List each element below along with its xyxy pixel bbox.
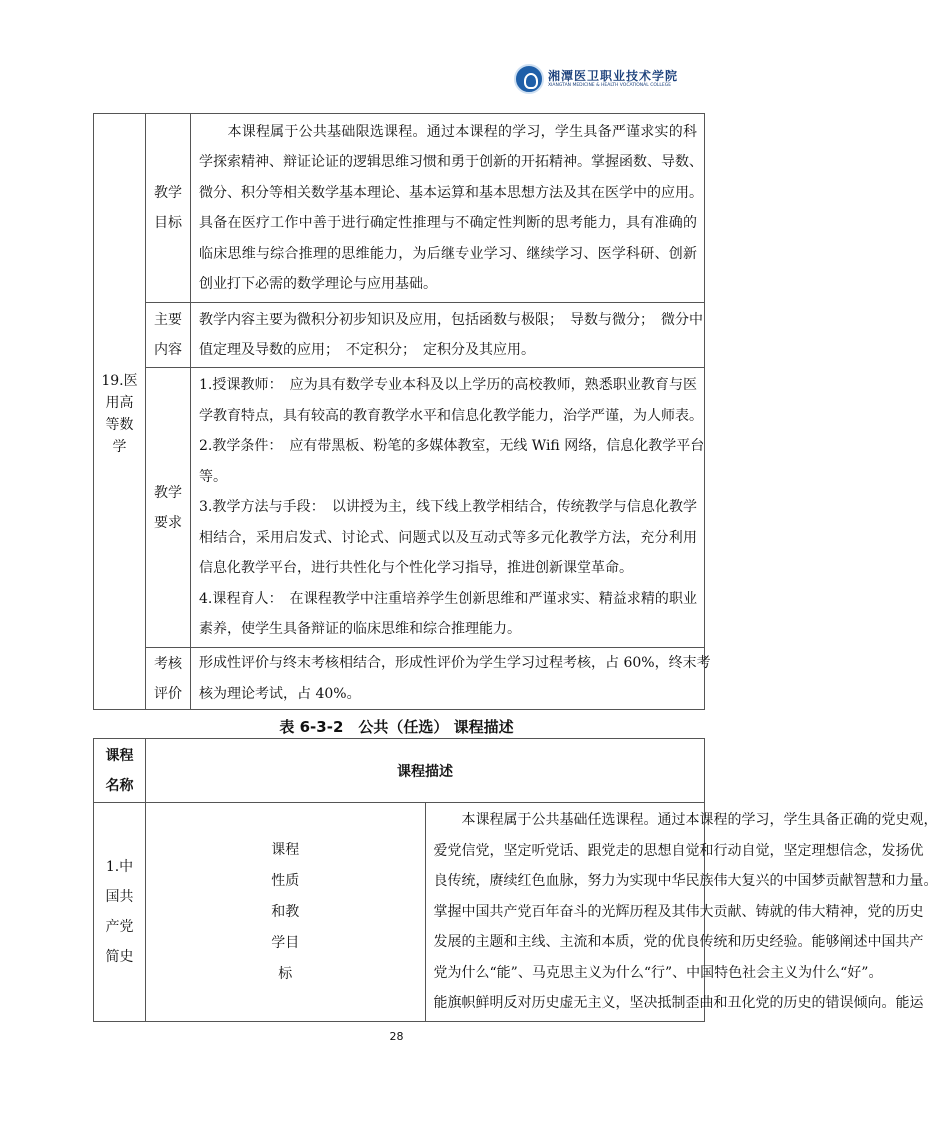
course-name-line: 学: [112, 439, 127, 455]
label-line: 评价: [154, 685, 182, 702]
label-line: 学目: [271, 934, 300, 951]
text-line: 学教育特点，具有较高的教育教学水平和信息化教学能力，治学严谨，为人师表。: [199, 407, 703, 424]
college-seal-icon: [514, 64, 544, 94]
course-name-cell: [94, 803, 146, 1022]
table-row: [94, 114, 705, 303]
label-line: 目标: [154, 215, 182, 231]
text-line: 爱党信党，坚定听党话、跟党走的思想自觉和行动自觉，坚定理想信念，发扬优: [433, 842, 924, 859]
course-name-line: 1.中: [105, 859, 134, 875]
table-row: [94, 368, 705, 648]
text-line: 掌握中国共产党百年奋斗的光辉历程及其伟大贡献、铸就的伟大精神，党的历史: [433, 903, 924, 920]
label-line: 标: [278, 965, 293, 982]
text-line: 微分、积分等相关数学基本理论、基本运算和基本思想方法及其在医学中的应用。: [199, 184, 703, 201]
course-name-line: 国共: [105, 889, 134, 905]
main-content-text: [191, 303, 705, 368]
teaching-requirements-content: [191, 368, 705, 648]
nature-goals-content: [425, 803, 938, 1022]
course-table-19: [93, 113, 711, 710]
table-row: [94, 648, 705, 710]
text-line: 本课程属于公共基础任选课程。通过本课程的学习，学生具备正确的党史观，: [433, 812, 938, 829]
text-line: 值定理及导数的应用； 不定积分； 定积分及其应用。: [199, 342, 535, 358]
text-line: 相结合，采用启发式、讨论式、问题式以及互动式等多元化教学方法，充分利用: [199, 529, 697, 546]
row-label-nature-goals: [146, 803, 426, 1022]
label-line: 课程: [271, 841, 300, 858]
text-line: 良传统，赓续红色血脉，努力为实现中华民族伟大复兴的中国梦贡献智慧和力量。: [433, 873, 938, 890]
text-line: 2.教学条件： 应有带黑板、粉笔的多媒体教室，无线 Wifi 网络，信息化教学平台: [199, 438, 705, 455]
text-line: 信息化教学平台，进行共性化与个性化学习指导，推进创新课堂革命。: [199, 560, 633, 577]
text-line: 1.授课教师： 应为具有数学专业本科及以上学历的高校教师，熟悉职业教育与医: [199, 377, 697, 394]
text-line: 党为什么“能”、马克思主义为什么“行”、中国特色社会主义为什么“好”。: [433, 964, 883, 981]
text-line: 4.课程育人： 在课程教学中注重培养学生创新思维和严谨求实、精益求精的职业: [199, 590, 697, 607]
label-line: 教学: [154, 185, 182, 201]
label-line: 教学: [154, 484, 182, 501]
course-name-cell: [94, 114, 146, 710]
text-line: 临床思维与综合推理的思维能力，为后继专业学习、继续学习、医学科研、创新: [199, 245, 697, 262]
label-line: 主要: [154, 312, 182, 328]
assessment-content: [191, 648, 711, 710]
label-line: 和教: [271, 903, 300, 920]
course-name-line: 产党: [105, 919, 134, 935]
text-line: 等。: [199, 468, 227, 485]
elective-course-table: [93, 738, 938, 1022]
course-name-line: 19.医: [101, 373, 138, 389]
text-line: 本课程属于公共基础限选课程。通过本课程的学习，学生具备严谨求实的科: [199, 123, 697, 140]
course-name-line: 等数: [105, 417, 134, 433]
text-line: 核为理论考试，占 40%。: [199, 685, 361, 702]
text-line: 3.教学方法与手段： 以讲授为主，线下线上教学相结合，传统教学与信息化教学: [199, 499, 697, 516]
row-label-main-content: [146, 303, 191, 368]
header-course-name: [94, 739, 146, 803]
text-line: 形成性评价与终末考核相结合，形成性评价为学生学习过程考核，占 60%，终末考: [199, 655, 711, 671]
table-caption: 表 6-3-2 公共（任选） 课程描述: [279, 718, 514, 736]
label-line: 要求: [154, 514, 182, 531]
text-line: 发展的主题和主线、主流和本质，党的优良传统和历史经验。能够阐述中国共产: [433, 934, 924, 951]
college-logo: [514, 64, 678, 94]
label-line: 考核: [154, 655, 182, 672]
header-course-description: 课程描述: [146, 739, 705, 803]
table-row: [94, 803, 705, 1022]
teaching-goals-content: [191, 114, 705, 303]
text-line: 教学内容主要为微积分初步知识及应用，包括函数与极限； 导数与微分； 微分中: [199, 311, 703, 328]
row-label-assessment: [146, 648, 191, 710]
header-line: 课程: [105, 747, 134, 764]
text-line: 能旗帜鲜明反对历史虚无主义，坚决抵制歪曲和丑化党的历史的错误倾向。能运: [433, 995, 924, 1012]
text-line: 创业打下必需的数学理论与应用基础。: [199, 276, 437, 292]
header-line: 名称: [105, 777, 134, 794]
text-line: 学探索精神、辩证论证的逻辑思维习惯和勇于创新的开拓精神。掌握函数、导数、: [199, 154, 703, 170]
table-row: [94, 303, 705, 368]
page-number: 28: [389, 1030, 404, 1043]
logo-english-name: XIANGTAN MEDICINE & HEALTH VOCATIONAL COLLEGE: [548, 83, 672, 88]
label-line: 性质: [271, 872, 300, 889]
label-line: 内容: [154, 342, 182, 358]
course-name-line: 用高: [105, 395, 134, 411]
row-label-teaching-goals: [146, 114, 191, 303]
text-line: 具备在医疗工作中善于进行确定性推理与不确定性判断的思考能力，具有准确的: [199, 215, 697, 231]
row-label-teaching-requirements: [146, 368, 191, 648]
table-header-row: [94, 739, 705, 803]
text-line: 素养，使学生具备辩证的临床思维和综合推理能力。: [199, 621, 521, 638]
course-name-line: 简史: [105, 949, 134, 965]
logo-chinese-name: 湘潭医卫职业技术学院: [548, 69, 679, 83]
